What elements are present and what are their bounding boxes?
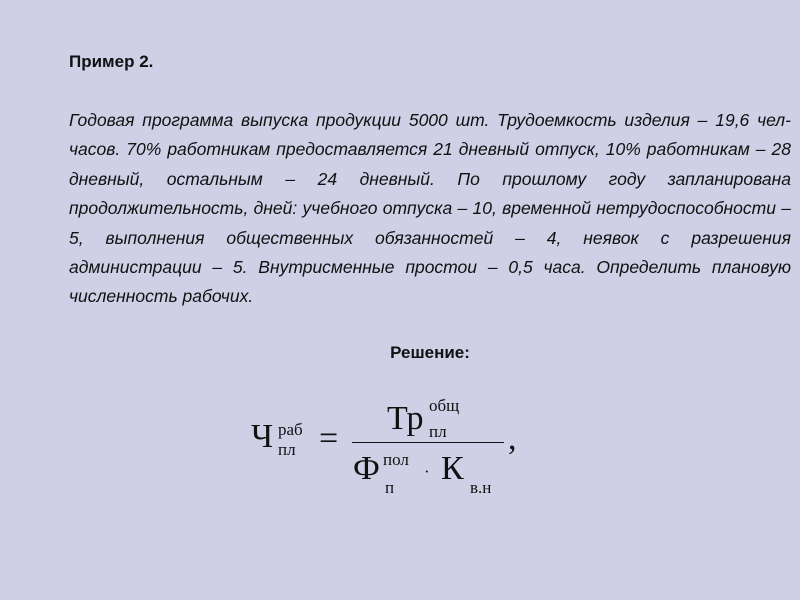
formula-denominator-symbol-2: К <box>441 450 464 487</box>
formula-lhs-symbol: Ч <box>251 418 274 455</box>
formula-equals: = <box>319 420 339 457</box>
formula-numerator-subscript: пл <box>429 422 447 441</box>
formula-numerator-symbol: Тр <box>387 400 424 437</box>
formula-denominator-subscript-2: в.н <box>470 478 492 497</box>
formula-denominator-subscript-1: п <box>385 478 395 497</box>
formula-numerator-superscript: общ <box>429 396 460 415</box>
formula-denominator-symbol-1: Ф <box>353 450 380 487</box>
problem-text: Годовая программа выпуска продукции 5000 шт. Трудоемкость изделия – 19,6 чел-часов. 70% работникам предоставляется 21 дневный отпуск, 10% работникам – 28 дневный, остальным – 24 дневный. По прошлому году запланирована продолжительность, дней: учебного отпуска – 10, временной нетрудоспособности – 5, выполнения общественных обязанностей – 4, неявок с разрешения администрации – 5. Внутрисменные простои – 0,5 часа. Определить плановую численность рабочих. <box>69 110 791 307</box>
formula-lhs-superscript: раб <box>278 420 303 439</box>
formula <box>245 390 545 500</box>
formula-denominator-superscript-1: пол <box>383 450 409 469</box>
formula-dot: · <box>424 462 430 481</box>
fraction-bar <box>352 442 504 443</box>
formula-trailing-comma: , <box>508 420 517 457</box>
formula-lhs-subscript: пл <box>278 440 296 459</box>
solution-heading: Решение: <box>390 343 470 362</box>
example-title: Пример 2. <box>69 52 154 71</box>
